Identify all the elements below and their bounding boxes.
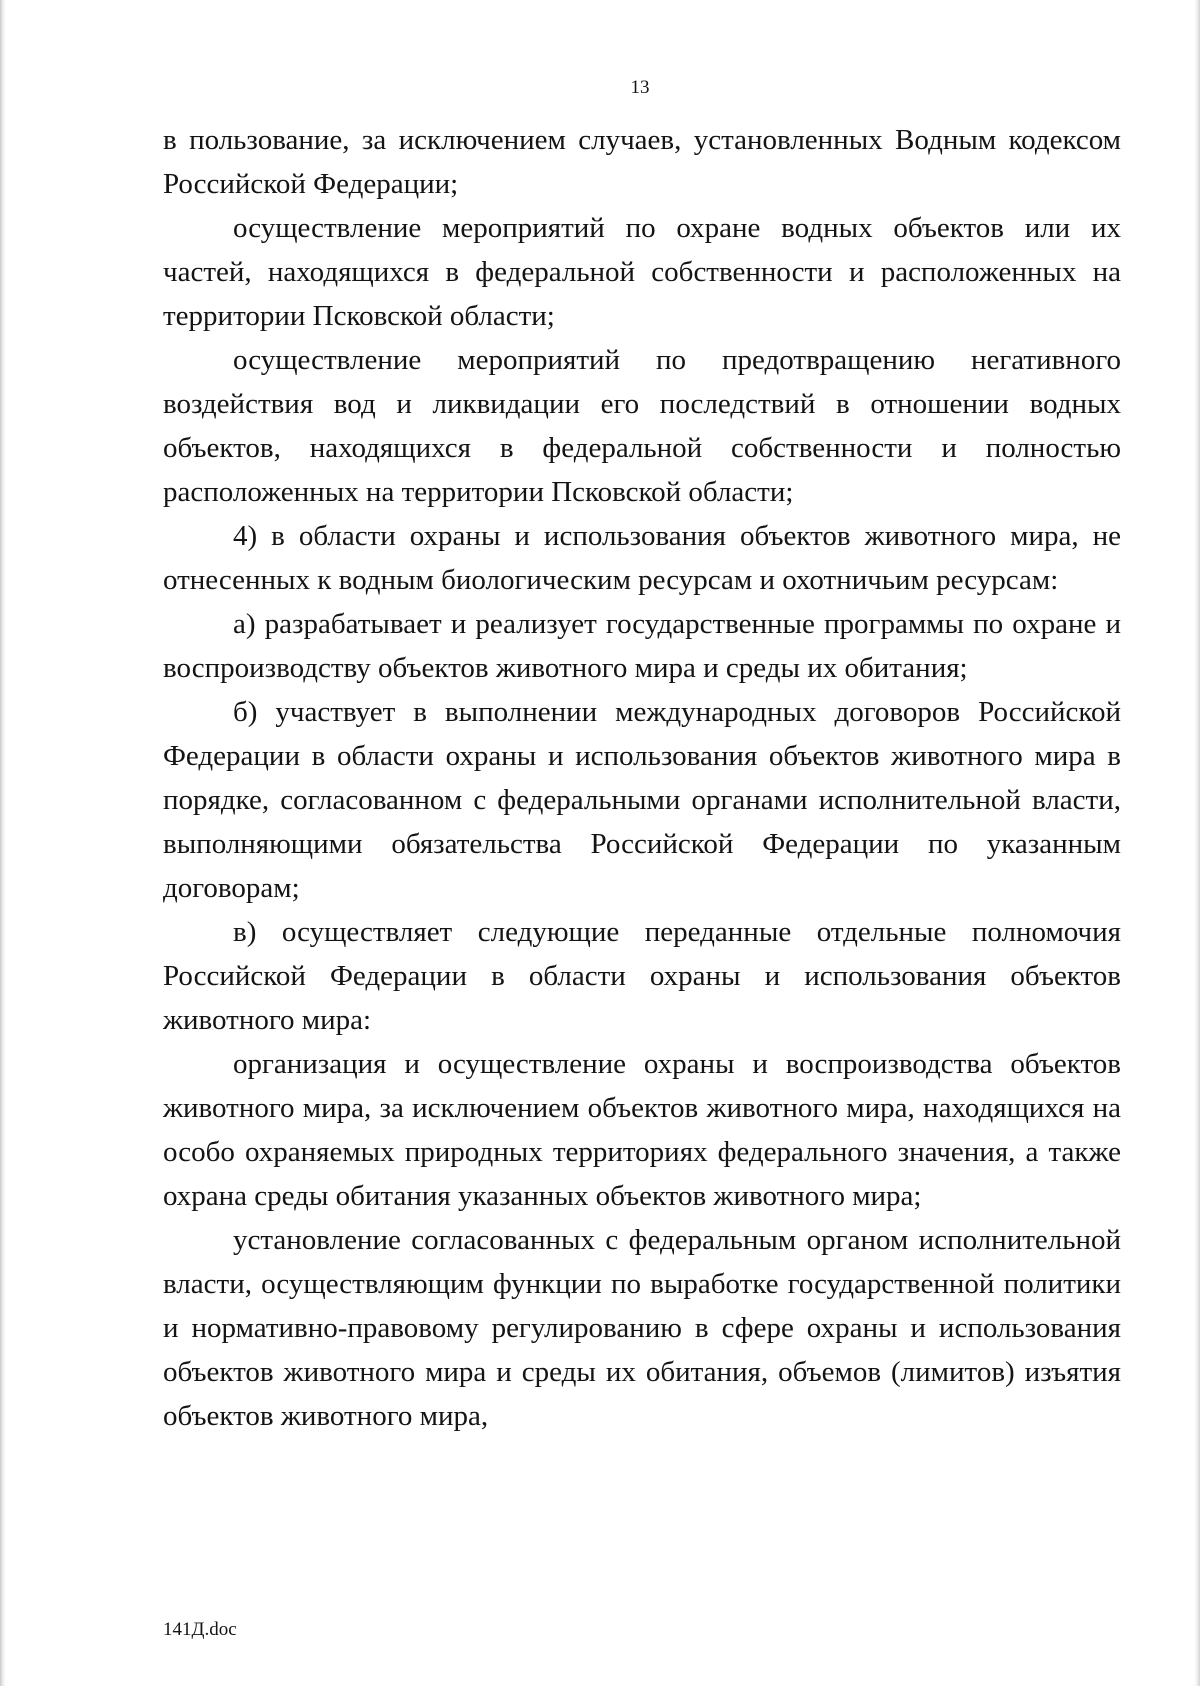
paragraph-continuation: в пользование, за исключением случаев, установленных Водным кодексом Российской Федерации; <box>163 124 1121 200</box>
paragraph-negative-impact: осуществление мероприятий по предотвращению негативного воздействия вод и ликвидации его последствий в отношении водных объектов, находящихся в федеральной собственности и полностью расположенных на территории Псковской области; <box>163 344 1121 508</box>
scan-edge-left <box>0 0 6 1686</box>
paragraph-subitem-v: в) осуществляет следующие переданные отдельные полномочия Российской Федерации в области охраны и использования объектов животного мира: <box>163 916 1121 1036</box>
page-number: 13 <box>630 77 650 98</box>
scan-edge-right <box>1194 0 1200 1686</box>
paragraph-item-4: 4) в области охраны и использования объектов животного мира, не отнесенных к водным биологическим ресурсам и охотничьим ресурсам: <box>163 520 1121 596</box>
document-body <box>163 118 1121 1438</box>
footer-filename: 141Д.doc <box>163 1619 237 1640</box>
paragraph-subitem-a: а) разрабатывает и реализует государственные программы по охране и воспроизводству объектов животного мира и среды их обитания; <box>163 608 1121 684</box>
paragraph-water-protection: осуществление мероприятий по охране водных объектов или их частей, находящихся в федеральной собственности и расположенных на территории Псковской области; <box>163 212 1121 332</box>
paragraph-organization: организация и осуществление охраны и воспроизводства объектов животного мира, за исключением объектов животного мира, находящихся на особо охраняемых природных территориях федерального значения, а также охрана среды обитания указанных объектов животного мира; <box>163 1048 1121 1212</box>
paragraph-limits: установление согласованных с федеральным органом исполнительной власти, осуществляющим функции по выработке государственной политики и нормативно-правовому регулированию в сфере охраны и использования объектов животного мира и среды их обитания, объемов (лимитов) изъятия объектов животного мира, <box>163 1224 1121 1432</box>
paragraph-subitem-b: б) участвует в выполнении международных договоров Российской Федерации в области охраны и использования объектов животного мира в порядке, согласованном с федеральными органами исполнительной власти, выполняющими обязательства Российской Федерации по указанным договорам; <box>163 696 1121 904</box>
